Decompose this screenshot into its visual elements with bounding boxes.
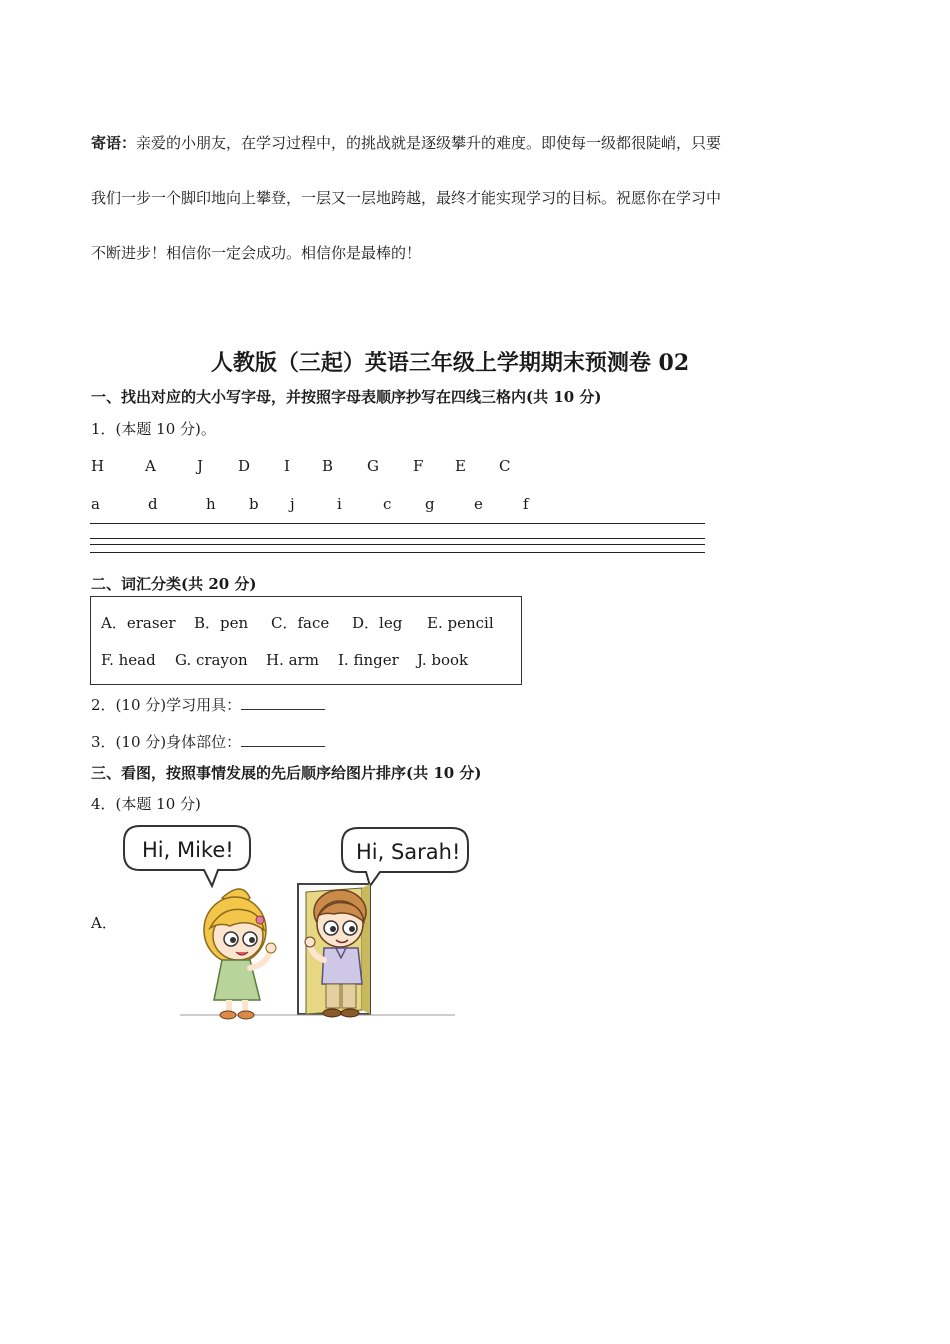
word-option: B．pen	[194, 614, 249, 632]
writing-line-1	[90, 523, 705, 524]
uppercase-letter: I	[284, 457, 290, 475]
question-2	[91, 695, 325, 715]
section-3-heading: 三、看图，按照事情发展的先后顺序给图片排序(共 10 分)	[91, 764, 482, 782]
question-3-text: 3．(10 分)身体部位：	[91, 733, 242, 751]
page-title: 人教版（三起）英语三年级上学期期末预测卷 02	[210, 350, 690, 376]
word-option: E. pencil	[427, 614, 494, 632]
uppercase-letter: J	[197, 457, 204, 475]
greeting-illustration	[110, 818, 490, 1023]
message-line-1	[91, 133, 721, 153]
uppercase-letter: B	[322, 457, 334, 475]
uppercase-letter: G	[367, 457, 379, 475]
speech-bubble-left	[124, 826, 250, 886]
lowercase-letter: g	[425, 495, 435, 513]
writing-line-2	[90, 538, 705, 539]
word-option: G. crayon	[175, 651, 248, 669]
question-3	[91, 732, 325, 752]
message-text-1: 亲爱的小朋友，在学习过程中，的挑战就是逐级攀升的难度。即使每一级都很陡峭，只要	[136, 134, 722, 152]
word-option: A．eraser	[101, 614, 176, 632]
lowercase-letter: a	[91, 495, 100, 513]
word-option: H. arm	[266, 651, 319, 669]
bubble-right-text: Hi, Sarah!	[356, 840, 461, 864]
lowercase-letter: i	[337, 495, 342, 513]
lowercase-letter: j	[290, 495, 295, 513]
writing-line-4	[90, 552, 705, 553]
uppercase-letter: D	[238, 457, 251, 475]
writing-line-3	[90, 544, 705, 545]
answer-blank-3[interactable]	[241, 732, 325, 747]
question-2-text: 2．(10 分)学习用具：	[91, 696, 242, 714]
uppercase-letter: A	[145, 457, 156, 475]
word-option: C．face	[271, 614, 330, 632]
word-option: J. book	[417, 651, 469, 669]
section-1-heading: 一、找出对应的大小写字母，并按照字母表顺序抄写在四线三格内(共 10 分)	[91, 388, 602, 406]
uppercase-letter: F	[413, 457, 424, 475]
word-option: F. head	[101, 651, 156, 669]
speech-bubble-right	[342, 828, 468, 886]
vocabulary-box	[90, 596, 522, 685]
message-line-3: 不断进步！相信你一定会成功。相信你是最棒的！	[91, 244, 422, 262]
lowercase-letter: d	[148, 495, 158, 513]
question-1: 1．(本题 10 分)。	[91, 420, 216, 438]
lowercase-letter: e	[474, 495, 483, 513]
lowercase-letter: c	[383, 495, 392, 513]
answer-blank-2[interactable]	[241, 695, 325, 710]
lowercase-letter: b	[249, 495, 259, 513]
message-label: 寄语：	[91, 134, 137, 152]
uppercase-letter: E	[455, 457, 466, 475]
girl-character	[204, 889, 276, 1019]
message-line-2: 我们一步一个脚印地向上攀登，一层又一层地跨越，最终才能实现学习的目标。祝愿你在学习中	[91, 189, 722, 207]
option-a-label: A．	[91, 914, 117, 932]
section-2-heading: 二、词汇分类(共 20 分)	[91, 575, 257, 593]
uppercase-letter: H	[91, 457, 105, 475]
bubble-left-text: Hi, Mike!	[142, 838, 234, 862]
word-option: I. finger	[338, 651, 399, 669]
word-option: D．leg	[352, 614, 403, 632]
question-4: 4．(本题 10 分)	[91, 795, 201, 813]
lowercase-letter: h	[206, 495, 216, 513]
uppercase-letter: C	[499, 457, 511, 475]
lowercase-letter: f	[523, 495, 529, 513]
